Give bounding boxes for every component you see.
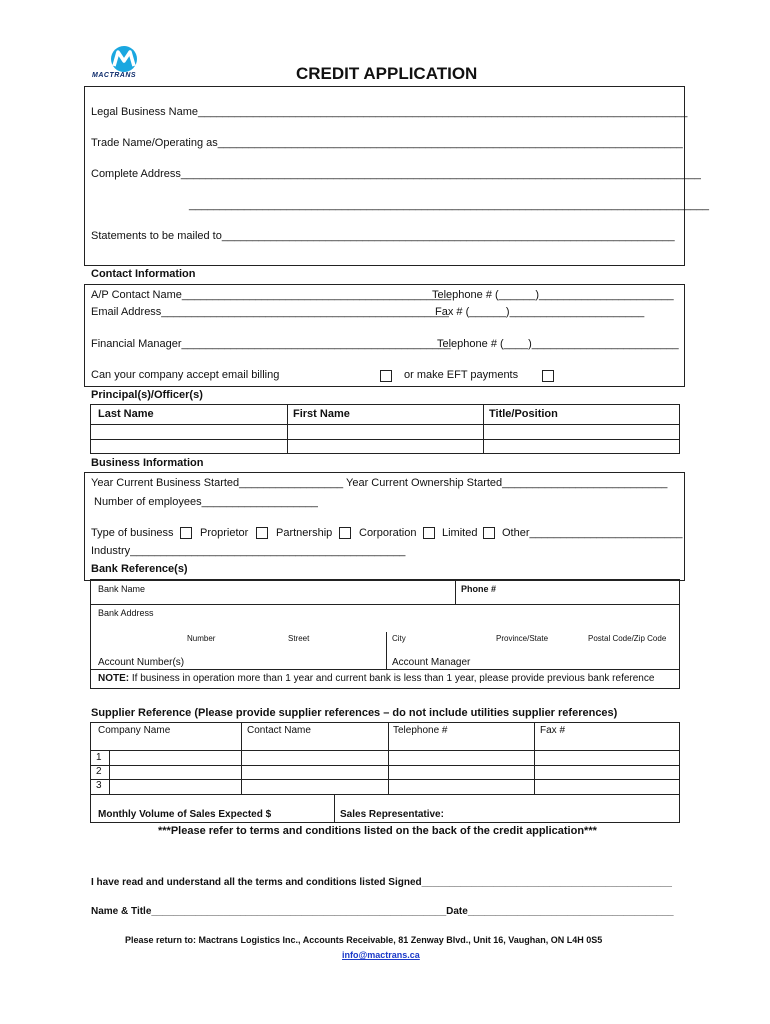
bank-phone-label: Phone # (461, 584, 497, 594)
name-title-date-field[interactable]: Name & Title_____________________________________________________Date_____________________________________ (91, 906, 674, 917)
address-field[interactable]: Complete Address_____________________________________________________________________________________ (91, 168, 701, 180)
monthly-volume-field[interactable]: Monthly Volume of Sales Expected $ (98, 809, 272, 820)
bank-address-label: Bank Address (98, 608, 154, 618)
page-title: CREDIT APPLICATION (296, 64, 478, 83)
supplier-row-2: 2 (96, 766, 102, 777)
principals-table (90, 404, 680, 454)
eft-checkbox[interactable] (542, 370, 554, 382)
city-label: City (392, 634, 406, 643)
col-first-name: First Name (293, 408, 350, 420)
note-text: If business in operation more than 1 year and current bank is less than 1 year, please provide previous bank reference (129, 673, 655, 684)
col-title-position: Title/Position (489, 408, 558, 420)
eft-label: or make EFT payments (404, 369, 519, 381)
industry-field[interactable]: Industry_____________________________________________ (91, 545, 406, 557)
checkbox-type-1[interactable] (180, 527, 192, 539)
supplier-table (90, 722, 680, 823)
other-field[interactable]: Other_________________________ (502, 527, 683, 539)
supplier-row-1: 1 (96, 752, 102, 763)
return-address: Please return to: Mactrans Logistics Inc., Accounts Receivable, 81 Zenway Blvd., Unit 16, Vaughan, ON L4H 0S5 (125, 935, 603, 945)
fax-field[interactable]: Fax # (______)______________________ (435, 306, 645, 318)
email-billing-label: Can your company accept email billing (91, 369, 280, 381)
corporation-label: Corporation (359, 527, 417, 539)
postal-label: Postal Code/Zip Code (588, 634, 667, 643)
note-label: NOTE: (98, 673, 130, 684)
partnership-label: Partnership (276, 527, 333, 539)
col-contact-name: Contact Name (247, 725, 311, 736)
partnership-checkbox[interactable] (339, 527, 351, 539)
proprietor-checkbox[interactable] (256, 527, 268, 539)
bank-heading: Bank Reference(s) (91, 563, 188, 575)
address-line-2-field[interactable]: _____________________________________________________________________________________ (189, 199, 710, 211)
email-field[interactable]: Email Address_______________________________________________ (91, 306, 449, 318)
col-company-name: Company Name (98, 725, 171, 736)
principals-heading: Principal(s)/Officer(s) (91, 389, 203, 401)
limited-checkbox[interactable] (483, 527, 495, 539)
email-link[interactable]: info@mactrans.ca (342, 950, 420, 960)
sales-rep-field[interactable]: Sales Representative: (340, 809, 444, 820)
trade-name-field[interactable]: Trade Name/Operating as____________________________________________________________________________ (91, 137, 683, 149)
bank-note (98, 673, 654, 684)
bank-name-label: Bank Name (98, 584, 146, 594)
corporation-checkbox[interactable] (423, 527, 435, 539)
ap-contact-field[interactable]: A/P Contact Name____________________________________________ (91, 289, 452, 301)
signed-field[interactable]: I have read and understand all the terms and conditions listed Signed_____________________________________________ (91, 877, 672, 888)
financial-manager-field[interactable]: Financial Manager____________________________________________ (91, 338, 451, 350)
company-logo (92, 44, 156, 84)
email-billing-checkbox[interactable] (380, 370, 392, 382)
terms-notice: ***Please refer to terms and conditions listed on the back of the credit application*** (158, 825, 597, 837)
supplier-heading: Supplier Reference (Please provide supplier references – do not include utilities supplier references) (91, 707, 618, 719)
proprietor-label: Proprietor (200, 527, 249, 539)
type-of-business-label: Type of business (91, 527, 174, 539)
year-started-field[interactable]: Year Current Business Started_________________ Year Current Ownership Started___________________________ (91, 477, 668, 489)
supplier-row-3: 3 (96, 780, 102, 791)
legal-name-field[interactable]: Legal Business Name________________________________________________________________________________ (91, 106, 688, 118)
employees-field[interactable]: Number of employees___________________ (94, 496, 318, 508)
col-last-name: Last Name (98, 408, 154, 420)
col-fax: Fax # (540, 725, 566, 736)
fm-telephone-field[interactable]: Telephone # (____)________________________ (437, 338, 679, 350)
logo-text: MACTRANS (92, 72, 137, 79)
ap-telephone-field[interactable]: Telephone # (______)______________________ (432, 289, 674, 301)
col-telephone: Telephone # (393, 725, 448, 736)
contact-heading: Contact Information (91, 268, 196, 280)
account-manager-label: Account Manager (392, 657, 471, 668)
account-number-label: Account Number(s) (98, 657, 185, 668)
business-info-heading: Business Information (91, 457, 204, 469)
statements-address-field[interactable]: Statements to be mailed to__________________________________________________________________________ (91, 230, 675, 242)
province-label: Province/State (496, 634, 549, 643)
street-label: Street (288, 634, 310, 643)
limited-label: Limited (442, 527, 478, 539)
mactrans-logo-icon (104, 44, 144, 74)
number-label: Number (187, 634, 216, 643)
